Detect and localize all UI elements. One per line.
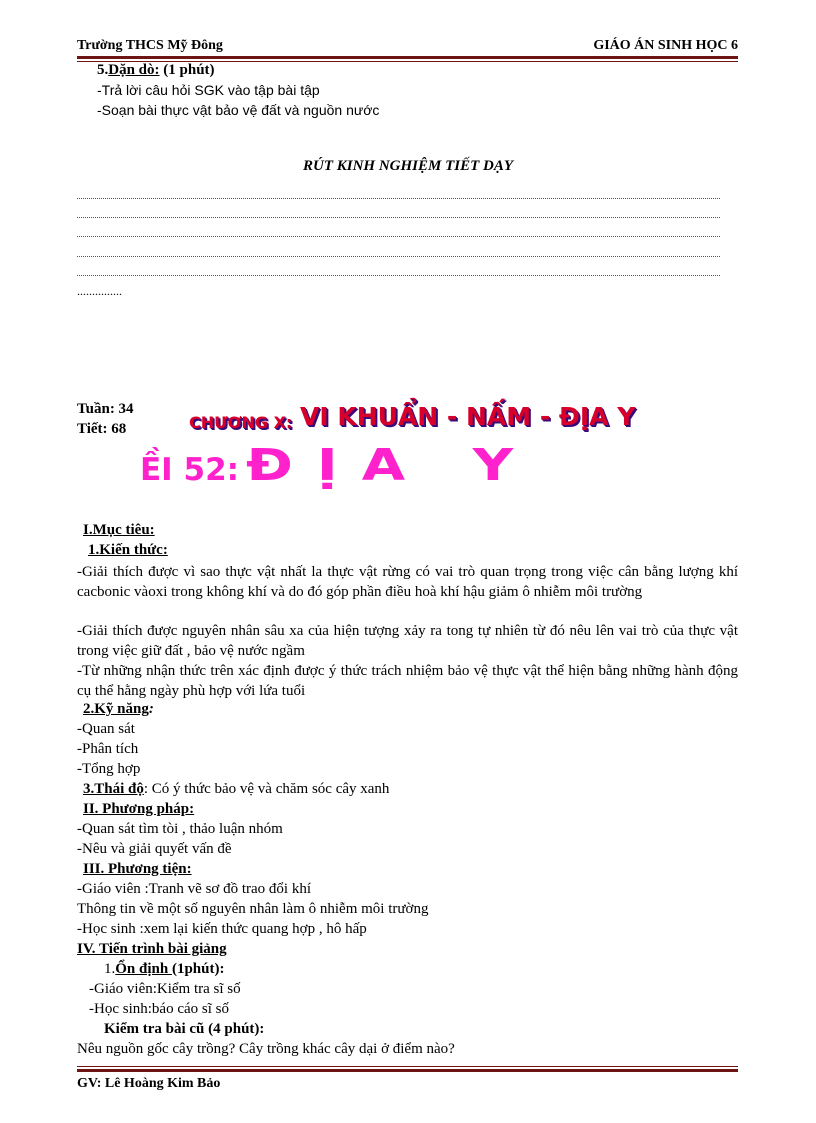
footer-rule (77, 1069, 738, 1072)
dando-num: 5. (97, 62, 109, 78)
skills-title: 2.Kỹ năng (83, 701, 149, 717)
tuan-label: Tuần: 34 (77, 401, 134, 417)
method-item: -Nêu và giải quyết vấn đề (77, 841, 232, 857)
s1-num: 1. (104, 961, 116, 977)
means-title: III. Phương tiện: (83, 861, 192, 877)
bai-title: ĐỊA Y (246, 440, 538, 491)
footer-rule-thin (77, 1066, 738, 1067)
check-question: Nêu nguồn gốc cây trồng? Cây trồng khác cây dại ở điểm nào? (77, 1041, 455, 1057)
s1-item: -Học sinh:báo cáo sĩ số (89, 1001, 229, 1017)
dotted-line (77, 198, 720, 200)
dotted-short: ............... (77, 284, 122, 298)
rutkinh-title: RÚT KINH NGHIỆM TIẾT DẠY (302, 158, 514, 174)
knowledge-p3: -Từ những nhận thức trên xác định được ý thức trách nhiệm bảo vệ thực vật thể hiện bằng những hành động cụ thể hằng ngày phù hợp với lứa tuổi (77, 663, 738, 699)
dando-time: (1 phút) (159, 62, 215, 78)
tiet-label: Tiết: 68 (77, 421, 127, 437)
chuong-label: CHƯƠNG X: (189, 413, 293, 432)
dotted-line (77, 236, 720, 238)
objectives-title: I.Mục tiêu: (83, 522, 155, 538)
dando-item: -Soạn bài thực vật bảo vệ đất và nguồn nước (97, 102, 380, 118)
dando-heading (97, 62, 215, 79)
process-title: IV. Tiến trình bài giảng (77, 941, 227, 957)
dando-title: Dặn dò: (108, 62, 160, 78)
check-title: Kiểm tra bài cũ (4 phút): (104, 1021, 265, 1037)
means-item: -Giáo viên :Tranh vẽ sơ đồ trao đổi khí (77, 881, 312, 897)
skill-item: -Phân tích (77, 741, 139, 757)
header-school: Trường THCS Mỹ Đông (77, 38, 223, 53)
means-item: -Học sinh :xem lại kiến thức quang hợp , hô hấp (77, 921, 367, 937)
process-s1 (104, 961, 224, 978)
method-title: II. Phương pháp: (83, 801, 195, 817)
s1-item: -Giáo viên:Kiểm tra sĩ số (89, 981, 241, 997)
means-item: Thông tin về một số nguyên nhân làm ô nhiễm môi trường (77, 901, 429, 917)
attitude-title: 3.Thái độ (83, 781, 144, 797)
method-item: -Quan sát tìm tòi , thảo luận nhóm (77, 821, 283, 837)
header-rule (77, 56, 738, 59)
bai-label: ỀI 52: (140, 452, 240, 488)
skills-colon: : (148, 701, 154, 717)
skill-item: -Tổng hợp (77, 761, 141, 777)
skills-heading (83, 701, 154, 718)
dotted-line (77, 217, 720, 219)
dotted-line (77, 275, 720, 277)
skill-item: -Quan sát (77, 721, 135, 737)
s1-time: (1phút): (171, 961, 225, 977)
s1-title: Ổn định (115, 961, 172, 977)
header-subject: GIÁO ÁN SINH HỌC 6 (593, 38, 738, 53)
dando-item: -Trả lời câu hỏi SGK vào tập bài tập (97, 82, 320, 98)
attitude-line (83, 781, 389, 798)
dotted-line (77, 256, 720, 258)
attitude-text: : Có ý thức bảo vệ và chăm sóc cây xanh (143, 781, 390, 797)
footer-teacher: GV: Lê Hoàng Kim Bảo (77, 1076, 221, 1091)
knowledge-title: 1.Kiến thức: (88, 542, 168, 558)
knowledge-p1: -Giải thích được vì sao thực vật nhất la thực vật rừng có vai trò quan trọng trong việc cân bằng lượng khí cacbonic vàoxi trong không khí và do đó góp phần điều hoà khí hậu giảm ô nhiễm môi trường (77, 564, 738, 600)
knowledge-p2: -Giải thích được nguyên nhân sâu xa của hiện tượng xảy ra tong tự nhiên từ đó nêu lên vai trò của thực vật trong việc giữ đất , bảo vệ nước ngầm (77, 623, 738, 659)
chuong-title: VI KHUẨN - NẤM - ĐỊA Y (300, 402, 636, 431)
